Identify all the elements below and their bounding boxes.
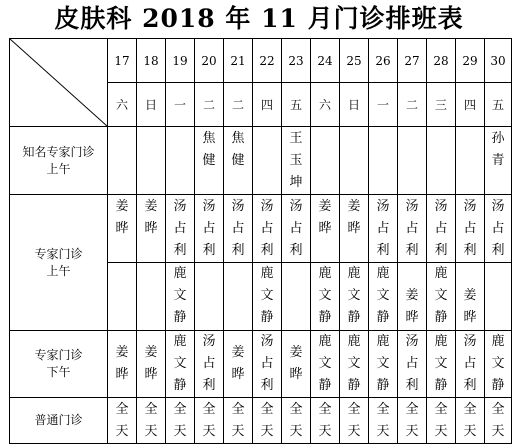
expert-am-cell-text: 汤占利 xyxy=(434,199,448,258)
expert-pm-cell xyxy=(311,331,340,398)
weekday-cell-text: 六 xyxy=(115,97,128,112)
expert-pm-cell xyxy=(253,331,282,398)
date-cell xyxy=(340,39,369,83)
date-cell xyxy=(369,39,398,83)
label-line: 上午 xyxy=(46,263,71,278)
expert-am-cell xyxy=(224,195,253,263)
expert-am-cell-text: 姜晔 xyxy=(144,199,158,236)
famous-expert-cell xyxy=(137,127,166,195)
weekday-cell-text: 一 xyxy=(376,97,389,112)
expert-am-cell xyxy=(108,195,137,263)
weekday-cell-text: 二 xyxy=(202,97,215,112)
expert-pm-cell-text: 汤占利 xyxy=(260,334,274,393)
famous-expert-cell xyxy=(340,127,369,195)
expert-am-cell-text: 汤占利 xyxy=(260,199,274,258)
expert-am-cell xyxy=(282,263,311,331)
date-cell-text: 21 xyxy=(230,53,246,68)
weekday-cell-text: 二 xyxy=(405,97,418,112)
label-line: 下午 xyxy=(46,365,71,379)
general-clinic-cell xyxy=(311,398,340,444)
expert-am-cell xyxy=(166,195,195,263)
expert-pm-cell-text: 鹿文静 xyxy=(347,334,361,393)
expert-pm-cell-text: 姜晔 xyxy=(144,345,158,382)
date-cell xyxy=(224,39,253,83)
schedule-table xyxy=(9,38,512,444)
weekday-cell xyxy=(195,83,224,127)
date-cell xyxy=(108,39,137,83)
weekday-cell-text: 三 xyxy=(434,97,447,112)
expert-am-cell xyxy=(311,263,340,331)
famous-expert-cell xyxy=(369,127,398,195)
famous-expert-cell xyxy=(108,127,137,195)
expert-am-cell-text: 汤占利 xyxy=(231,199,245,258)
expert-pm-cell xyxy=(398,331,427,398)
expert-am-cell-text: 姜晔 xyxy=(318,199,332,236)
row-label-expert-pm xyxy=(10,331,108,398)
general-clinic-cell-text: 全天 xyxy=(347,401,361,439)
weekday-cell xyxy=(253,83,282,127)
date-cell xyxy=(427,39,456,83)
date-cell xyxy=(485,39,512,83)
general-clinic-cell-text: 全天 xyxy=(231,401,245,439)
general-clinic-cell-text: 全天 xyxy=(260,401,274,439)
general-clinic-cell xyxy=(224,398,253,444)
label-line: 上午 xyxy=(46,161,71,176)
expert-am-cell xyxy=(398,195,427,263)
expert-am-cell xyxy=(369,263,398,331)
date-cell-text: 29 xyxy=(462,53,478,68)
expert-pm-cell-text: 汤占利 xyxy=(405,334,419,393)
general-clinic-cell-text: 全天 xyxy=(202,401,216,439)
expert-am-cell-text: 鹿文静 xyxy=(318,266,332,325)
date-cell-text: 30 xyxy=(490,53,506,68)
weekday-cell-text: 四 xyxy=(260,97,273,112)
expert-am-cell xyxy=(456,263,485,331)
expert-pm-cell xyxy=(108,331,137,398)
date-cell-text: 18 xyxy=(143,53,159,68)
general-clinic-cell xyxy=(369,398,398,444)
expert-am-cell-text: 鹿文静 xyxy=(434,266,448,325)
row-label-famous-expert xyxy=(10,127,108,195)
expert-am-cell xyxy=(427,263,456,331)
weekday-cell-text: 五 xyxy=(289,97,302,112)
famous-expert-cell xyxy=(427,127,456,195)
date-cell-text: 17 xyxy=(114,53,130,68)
expert-am-cell xyxy=(485,195,512,263)
general-clinic-cell-text: 全天 xyxy=(376,401,390,439)
expert-pm-cell xyxy=(137,331,166,398)
expert-pm-cell-text: 汤占利 xyxy=(202,334,216,393)
weekday-cell-text: 六 xyxy=(318,97,331,112)
general-clinic-cell xyxy=(282,398,311,444)
expert-am-cell-text: 鹿文静 xyxy=(376,266,390,325)
famous-expert-cell xyxy=(485,127,512,195)
row-label-general: 普通门诊 xyxy=(10,398,108,444)
weekday-cell xyxy=(456,83,485,127)
expert-am-cell xyxy=(195,195,224,263)
expert-am-cell-text: 汤占利 xyxy=(173,199,187,258)
date-cell xyxy=(282,39,311,83)
weekday-cell xyxy=(224,83,253,127)
expert-am-cell-text: 姜晔 xyxy=(405,288,419,325)
label-line: 知名专家门诊 xyxy=(22,144,95,159)
famous-expert-cell xyxy=(224,127,253,195)
expert-am-cell xyxy=(456,195,485,263)
weekday-cell xyxy=(282,83,311,127)
general-clinic-cell xyxy=(137,398,166,444)
expert-pm-cell xyxy=(485,331,512,398)
expert-am-cell-text: 姜晔 xyxy=(463,288,477,325)
general-clinic-cell xyxy=(166,398,195,444)
expert-pm-cell-text: 姜晔 xyxy=(231,345,245,382)
weekday-cell xyxy=(369,83,398,127)
famous-expert-cell-text: 孙青 xyxy=(491,131,505,168)
weekday-cell-text: 日 xyxy=(144,97,157,112)
weekday-cell xyxy=(137,83,166,127)
expert-pm-cell xyxy=(282,331,311,398)
expert-am-cell-text: 汤占利 xyxy=(491,199,505,258)
famous-expert-cell xyxy=(195,127,224,195)
famous-expert-cell xyxy=(398,127,427,195)
date-cell xyxy=(456,39,485,83)
expert-pm-cell xyxy=(427,331,456,398)
weekday-cell xyxy=(485,83,512,127)
expert-am-cell xyxy=(340,195,369,263)
date-cell-text: 19 xyxy=(172,53,188,68)
general-clinic-cell-text: 全天 xyxy=(491,401,505,439)
famous-expert-cell-text: 焦健 xyxy=(231,131,245,168)
date-cell-text: 25 xyxy=(346,53,362,68)
general-clinic-cell-text: 全天 xyxy=(115,401,129,439)
expert-am-cell xyxy=(311,195,340,263)
expert-am-cell xyxy=(224,263,253,331)
general-clinic-cell xyxy=(398,398,427,444)
famous-expert-cell xyxy=(311,127,340,195)
expert-am-cell xyxy=(137,263,166,331)
expert-am-cell xyxy=(398,263,427,331)
label-line: 专家门诊 xyxy=(34,246,83,261)
expert-am-cell-text: 汤占利 xyxy=(376,199,390,258)
expert-am-cell xyxy=(253,263,282,331)
general-clinic-cell xyxy=(195,398,224,444)
general-clinic-cell-text: 全天 xyxy=(434,401,448,439)
expert-pm-cell-text: 鹿文静 xyxy=(491,334,505,393)
expert-pm-cell-text: 鹿文静 xyxy=(376,334,390,393)
weekday-cell xyxy=(340,83,369,127)
date-cell-text: 24 xyxy=(317,53,333,68)
expert-pm-cell xyxy=(369,331,398,398)
general-clinic-cell-text: 全天 xyxy=(289,401,303,439)
expert-pm-cell-text: 姜晔 xyxy=(115,345,129,382)
weekday-cell xyxy=(427,83,456,127)
general-clinic-cell-text: 全天 xyxy=(463,401,477,439)
famous-expert-cell xyxy=(456,127,485,195)
expert-pm-cell-text: 姜晔 xyxy=(289,345,303,382)
famous-expert-cell xyxy=(282,127,311,195)
general-clinic-cell-text: 全天 xyxy=(173,401,187,439)
expert-am-cell-text: 姜晔 xyxy=(347,199,361,236)
expert-am-cell xyxy=(108,263,137,331)
expert-am-cell xyxy=(340,263,369,331)
expert-pm-cell xyxy=(195,331,224,398)
expert-pm-cell-text: 鹿文静 xyxy=(318,334,332,393)
date-cell xyxy=(311,39,340,83)
general-clinic-cell xyxy=(456,398,485,444)
date-cell-text: 26 xyxy=(375,53,391,68)
expert-am-cell-text: 鹿文静 xyxy=(173,266,187,325)
date-cell-text: 28 xyxy=(433,53,449,68)
date-cell xyxy=(137,39,166,83)
diagonal-header-cell xyxy=(10,39,108,127)
diagonal-line xyxy=(10,39,107,126)
expert-am-cell xyxy=(195,263,224,331)
general-clinic-cell-text: 全天 xyxy=(318,401,332,439)
date-cell-text: 20 xyxy=(201,53,217,68)
weekday-cell-text: 日 xyxy=(347,97,360,112)
weekday-cell xyxy=(311,83,340,127)
general-clinic-cell xyxy=(253,398,282,444)
general-clinic-cell xyxy=(427,398,456,444)
expert-am-cell-text: 鹿文静 xyxy=(260,266,274,325)
page-title: 皮肤科 2018 年 11 月门诊排班表 xyxy=(54,4,464,33)
expert-am-cell-text: 汤占利 xyxy=(463,199,477,258)
date-cell xyxy=(195,39,224,83)
weekday-cell xyxy=(166,83,195,127)
expert-am-cell xyxy=(485,263,512,331)
expert-pm-cell xyxy=(166,331,195,398)
expert-am-cell-text: 鹿文静 xyxy=(347,266,361,325)
expert-pm-cell xyxy=(340,331,369,398)
weekday-cell-text: 五 xyxy=(491,97,504,112)
expert-am-cell-text: 汤占利 xyxy=(202,199,216,258)
expert-am-cell xyxy=(369,195,398,263)
famous-expert-cell xyxy=(253,127,282,195)
date-cell xyxy=(253,39,282,83)
expert-pm-cell xyxy=(456,331,485,398)
general-clinic-cell xyxy=(485,398,512,444)
expert-am-cell xyxy=(166,263,195,331)
expert-am-cell-text: 姜晔 xyxy=(115,199,129,236)
date-cell-text: 22 xyxy=(259,53,275,68)
expert-am-cell xyxy=(253,195,282,263)
date-cell xyxy=(398,39,427,83)
general-clinic-cell xyxy=(108,398,137,444)
famous-expert-cell-text: 王玉坤 xyxy=(289,131,303,190)
expert-pm-cell xyxy=(224,331,253,398)
famous-expert-cell xyxy=(166,127,195,195)
weekday-cell xyxy=(108,83,137,127)
expert-am-cell-text: 汤占利 xyxy=(405,199,419,258)
famous-expert-cell-text: 焦健 xyxy=(202,131,216,168)
expert-pm-cell-text: 鹿文静 xyxy=(434,334,448,393)
expert-am-cell xyxy=(427,195,456,263)
general-clinic-cell-text: 全天 xyxy=(144,401,158,439)
weekday-cell xyxy=(398,83,427,127)
expert-am-cell-text: 汤占利 xyxy=(289,199,303,258)
expert-pm-cell-text: 汤占利 xyxy=(463,334,477,393)
expert-pm-cell-text: 鹿文静 xyxy=(173,334,187,393)
row-label-expert-am xyxy=(10,195,108,331)
general-clinic-cell-text: 全天 xyxy=(405,401,419,439)
weekday-cell-text: 二 xyxy=(231,97,244,112)
date-cell xyxy=(166,39,195,83)
weekday-cell-text: 一 xyxy=(173,97,186,112)
expert-am-cell xyxy=(137,195,166,263)
date-cell-text: 27 xyxy=(404,53,420,68)
weekday-cell-text: 四 xyxy=(463,97,476,112)
label-line: 专家门诊 xyxy=(34,348,83,362)
general-clinic-cell xyxy=(340,398,369,444)
date-cell-text: 23 xyxy=(288,53,304,68)
expert-am-cell xyxy=(282,195,311,263)
